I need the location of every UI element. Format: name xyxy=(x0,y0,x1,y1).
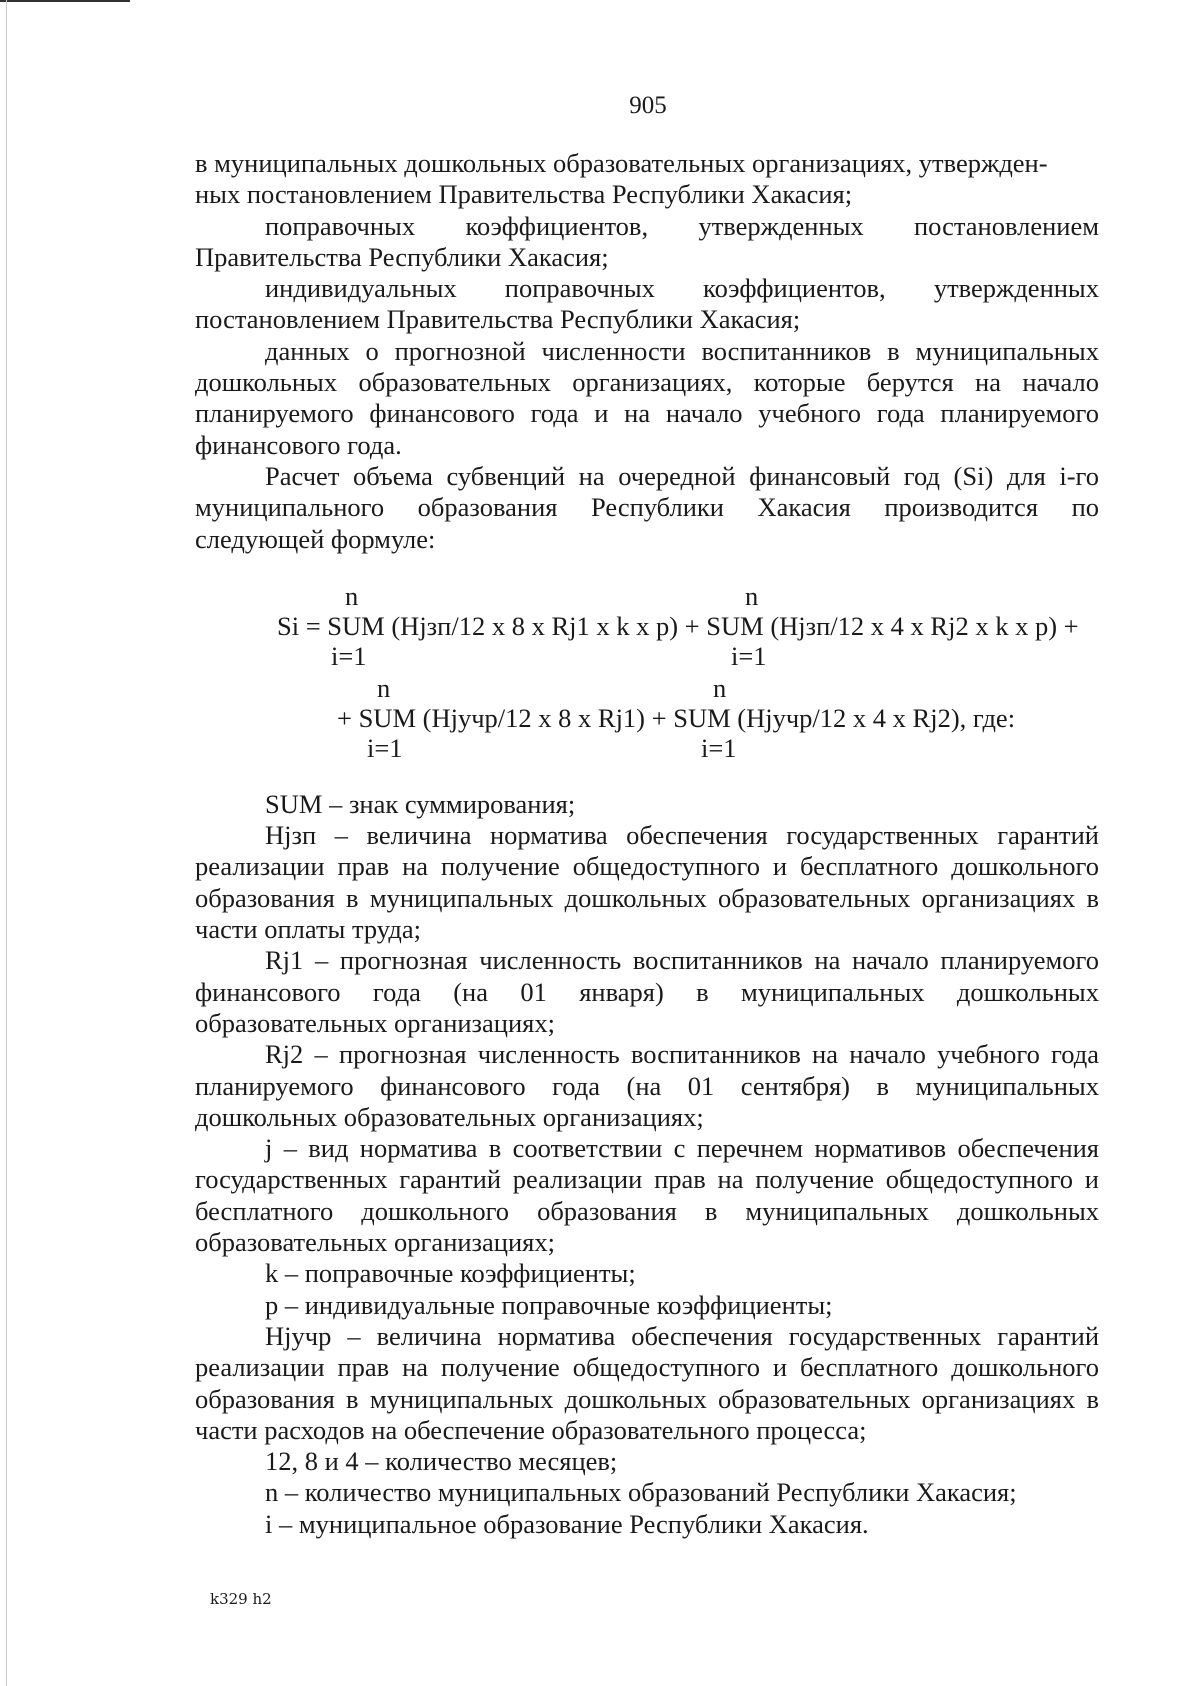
formula-line: Si = SUM (Hjзп/12 x 8 x Rj1 x k x p) + SUM (Hjзп/12 x 4 x Rj2 x k x p) + xyxy=(277,610,1079,641)
text-line: реализации прав на получение общедоступного и бесплатного дошкольного xyxy=(195,851,1099,882)
text-line: финансового года. xyxy=(195,429,402,460)
text-line: планируемого финансового года и на начало учебного года планируемого xyxy=(195,398,1099,429)
text-line: Rj2 – прогнозная численность воспитанников на начало учебного года xyxy=(265,1039,1099,1070)
definition xyxy=(195,1133,1099,1258)
definition xyxy=(195,1039,1099,1133)
text-line: k – поправочные коэффициенты; xyxy=(265,1258,636,1289)
paragraph-continuation xyxy=(195,242,1099,273)
text-line: государственных гарантий реализации прав на получение общедоступного и xyxy=(195,1164,1099,1195)
footer-code: k329 h2 xyxy=(210,1590,272,1608)
definition xyxy=(195,820,1099,945)
formula-sum-upper: n xyxy=(713,672,727,703)
text-line: образовательных организациях; xyxy=(343,1101,704,1132)
paragraph-continuation xyxy=(195,304,1099,335)
text-line: образования в муниципальных дошкольных образовательных организациях в xyxy=(195,882,1099,913)
text-line: i – муниципальное образование Республики Хакасия. xyxy=(265,1508,869,1539)
formula-sum-upper: n xyxy=(377,672,391,703)
formula-line: + SUM (Hjучр/12 x 8 x Rj1) + SUM (Hjучр/12 x 4 x Rj2), где: xyxy=(337,702,1016,733)
formula-sum-upper: n xyxy=(345,580,359,611)
text-line: следующей формуле: xyxy=(195,523,436,554)
text-line: n – количество муниципальных образований Республики Хакасия; xyxy=(265,1477,1017,1508)
definition xyxy=(195,1258,1099,1289)
text-line: Hjучр – величина норматива обеспечения государственных гарантий xyxy=(265,1320,1099,1351)
text-line: индивидуальных поправочных коэффициентов, утвержденных xyxy=(265,273,1099,304)
formula xyxy=(195,581,1099,769)
formula-sum-lower: i=1 xyxy=(731,640,767,671)
page-number: 905 xyxy=(629,92,667,119)
formula-sum-lower: i=1 xyxy=(367,732,403,763)
text-line: j – вид норматива в соответствии с перечнем нормативов обеспечения xyxy=(265,1133,1099,1164)
definition xyxy=(195,1446,1099,1477)
formula-sum-lower: i=1 xyxy=(331,640,367,671)
text-line: Правительства Республики Хакасия; xyxy=(195,241,609,272)
definition xyxy=(195,1321,1099,1446)
text-line: в муниципальных дошкольных образовательных организациях, утвержден- xyxy=(195,148,1048,178)
definition xyxy=(195,1477,1099,1508)
text-line: 12, 8 и 4 – количество месяцев; xyxy=(265,1446,618,1477)
text-line: образования в муниципальных дошкольных образовательных организациях в xyxy=(195,1383,1099,1414)
definition xyxy=(195,945,1099,1039)
paragraph xyxy=(195,148,1099,211)
definition xyxy=(195,1290,1099,1321)
text-line: ных постановлением Правительства Республики Хакасия; xyxy=(195,179,853,210)
text-line: SUM – знак суммирования; xyxy=(265,788,576,819)
text-line: Hjзп – величина норматива обеспечения государственных гарантий xyxy=(265,820,1099,851)
scan-top-rule xyxy=(0,0,130,2)
text-line: дошкольных образовательных организациях, которые берутся на начало xyxy=(195,367,1099,398)
paragraph xyxy=(195,461,1099,555)
text-line: Расчет объема субвенций на очередной финансовый год (Si) для xyxy=(265,460,1046,491)
text-line: данных о прогнозной численности воспитанников в муниципальных xyxy=(265,335,1099,366)
text-line: части оплаты труда; xyxy=(195,914,421,945)
paragraph xyxy=(195,211,1099,242)
text-line: поправочных коэффициентов, утвержденных постановлением xyxy=(265,210,1099,241)
formula-sum-upper: n xyxy=(745,580,759,611)
text-line: образовательных организациях; xyxy=(195,1227,555,1258)
text-line: i-го муниципального образования Республики Хакасия производится по xyxy=(195,460,1100,523)
text-line: части расходов на обеспечение образовательного процесса; xyxy=(195,1414,867,1445)
paragraph xyxy=(195,273,1099,304)
text-line: бесплатного дошкольного образования в муниципальных дошкольных xyxy=(195,1195,1099,1226)
text-line: планируемого финансового года (на 01 сентября) в муниципальных дошкольных xyxy=(195,1070,1099,1132)
text-line: образовательных организациях; xyxy=(195,1007,555,1038)
text-line: финансового года (на 01 января) в муниципальных дошкольных xyxy=(195,976,1099,1007)
text-line: реализации прав на получение общедоступного и бесплатного дошкольного xyxy=(195,1352,1099,1383)
scan-left-edge xyxy=(6,0,7,1686)
text-line: Rj1 – прогнозная численность воспитанников на начало планируемого xyxy=(265,945,1099,976)
document-body xyxy=(195,148,1099,1540)
text-line: постановлением Правительства Республики Хакасия; xyxy=(195,304,801,335)
text-line: p – индивидуальные поправочные коэффициенты; xyxy=(265,1289,833,1320)
definition xyxy=(195,1509,1099,1540)
paragraph xyxy=(195,336,1099,461)
definition xyxy=(195,789,1099,820)
formula-sum-lower: i=1 xyxy=(701,732,737,763)
